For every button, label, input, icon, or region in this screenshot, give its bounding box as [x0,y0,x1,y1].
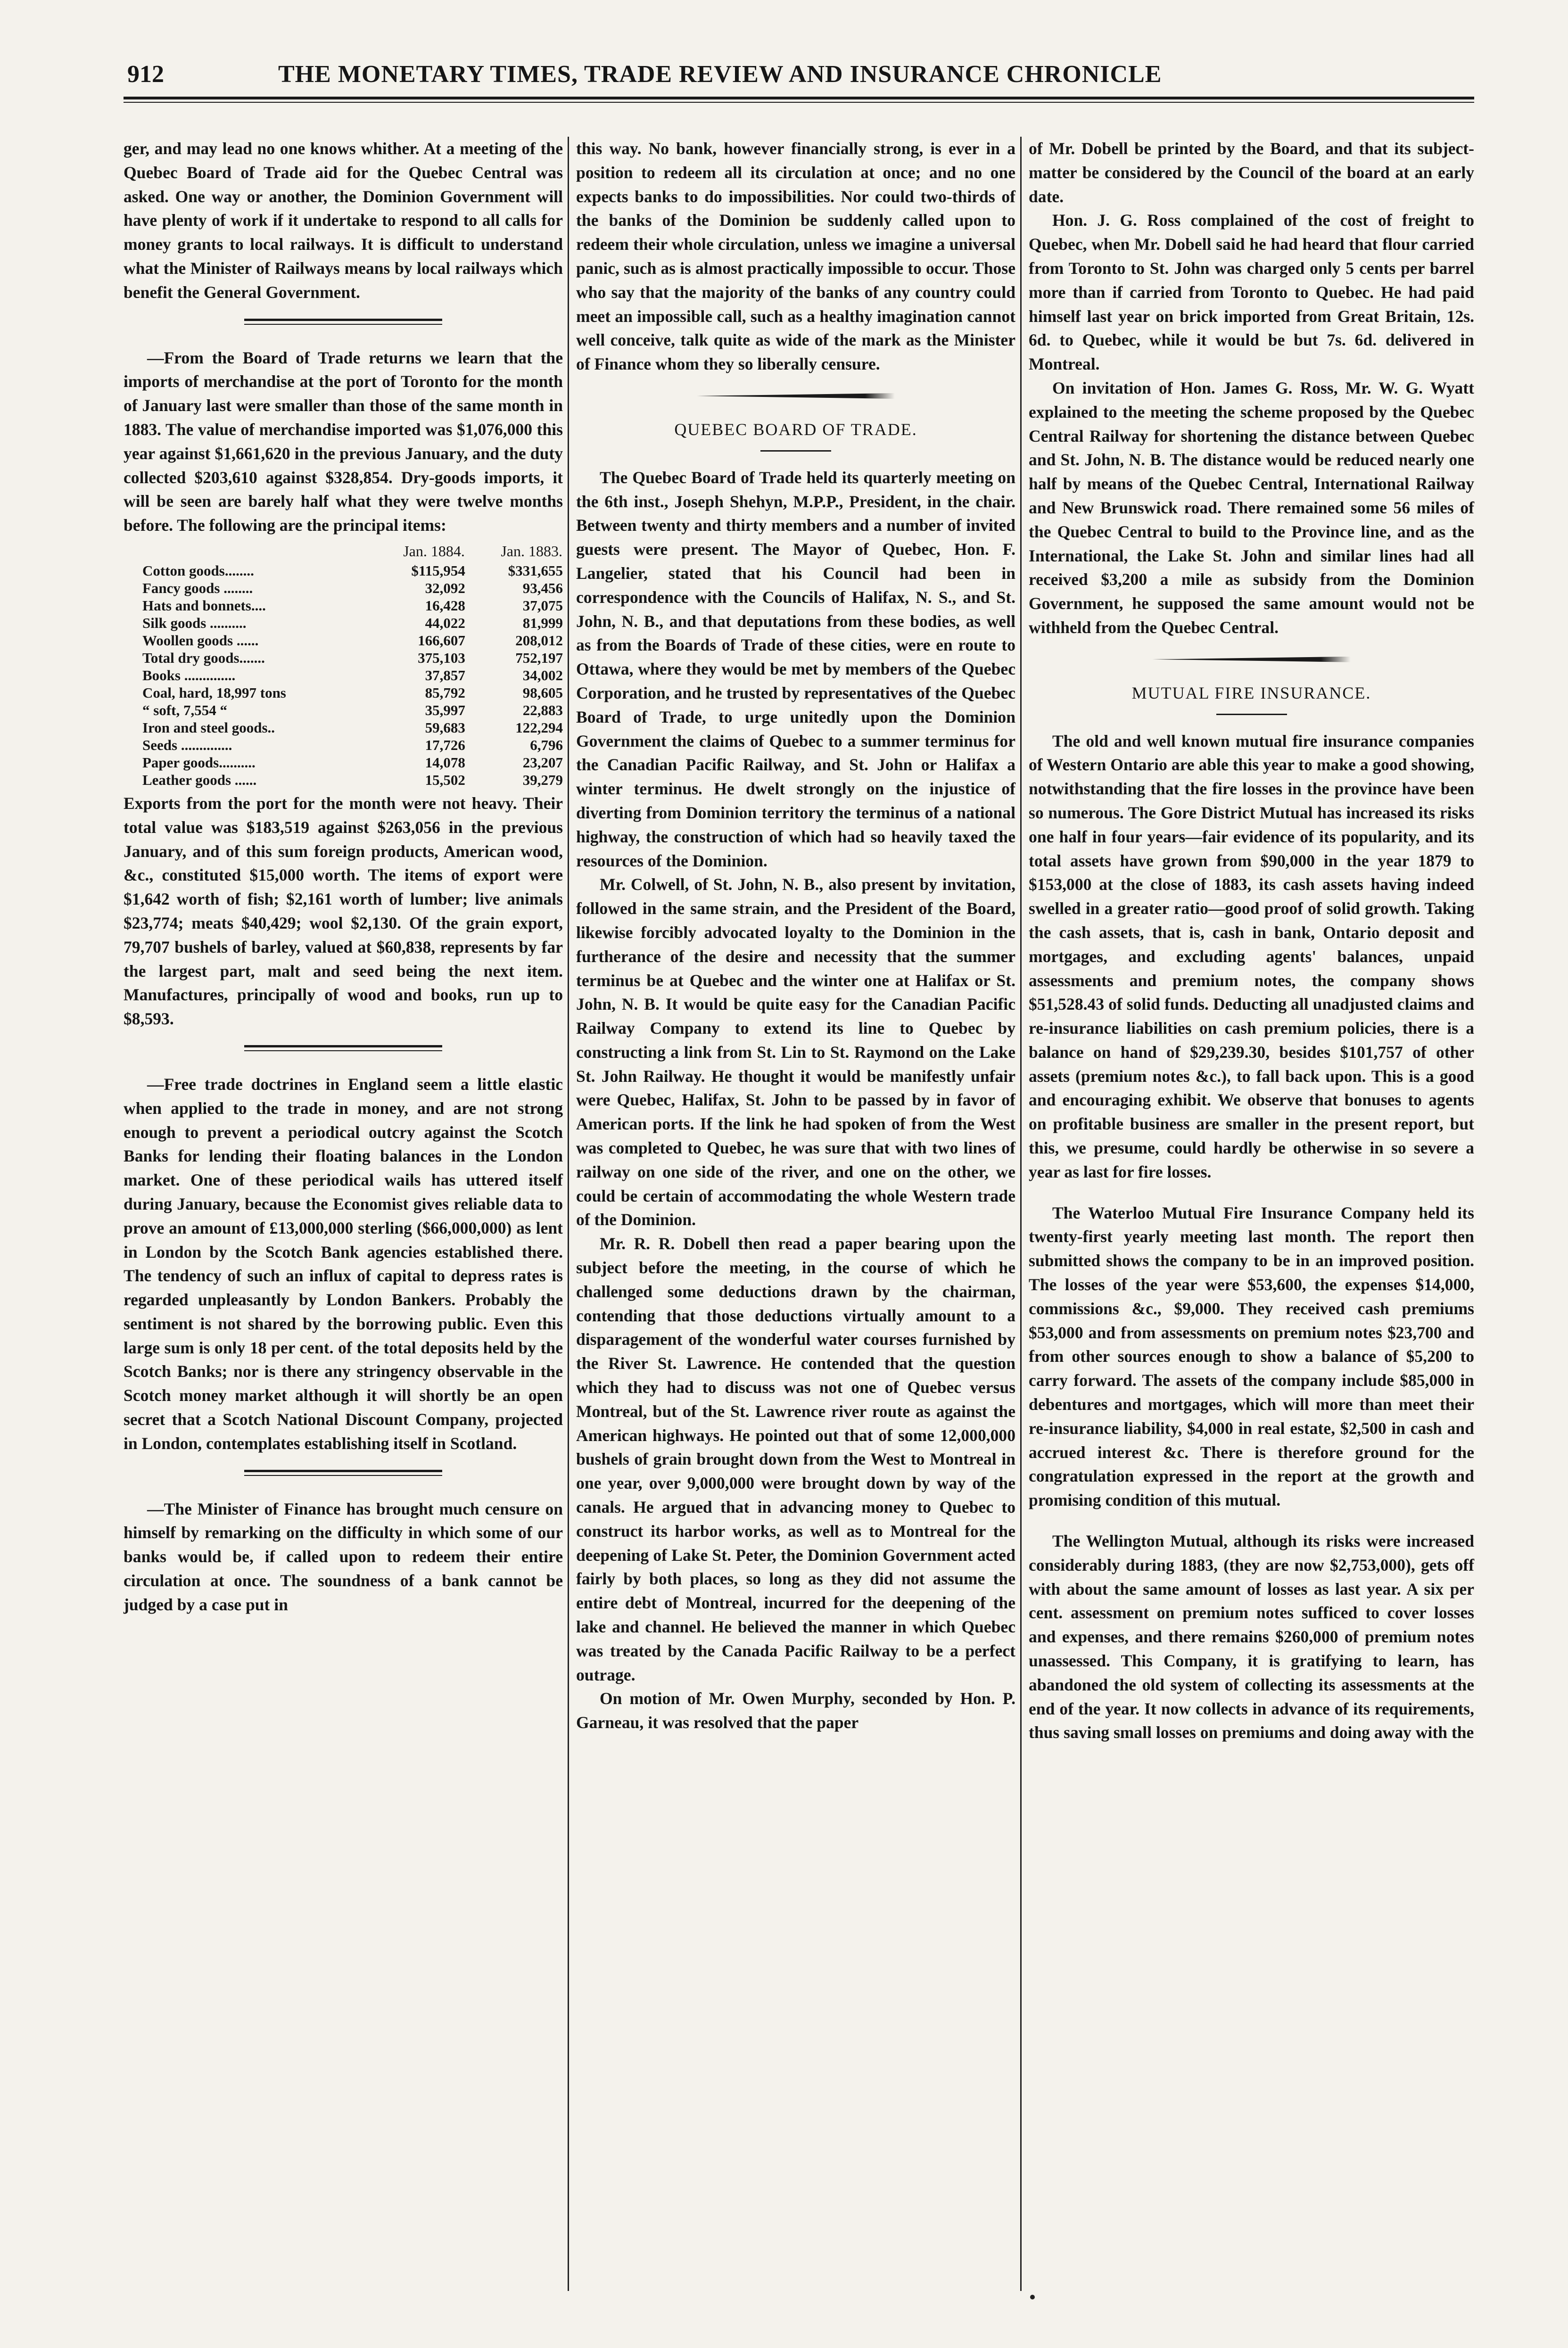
article-paragraph: —From the Board of Trade returns we learn that the imports of merchandise at the port of Toronto for the month of January last were smaller than those of the same month in 1883. The value of merchandise imported was $1,076,000 this year against $1,661,620 in the previous January, and the duty collected $203,610 against $328,854. Dry-goods imports, it will be seen are barely half what they were twelve months before. The following are the principal items: [124,348,563,535]
table-row [124,614,563,632]
table-cell-item: Woollen goods ...... [142,632,259,649]
section-title: QUEBEC BOARD OF TRADE. [674,420,917,439]
ink-speck [1030,2295,1035,2299]
table-cell-1883: 81,999 [522,614,563,631]
table-cell-item: Silk goods .......... [142,614,247,631]
table-cell-1883: 34,002 [522,667,563,684]
header-rule [124,97,1474,99]
table-row [124,754,563,771]
table-row [124,667,563,684]
article-paragraph: The Waterloo Mutual Fire Insurance Company held its twenty-first yearly meeting last month. The report then submitted shows the company to be in an improved position. The losses of the year were $53,600, the expenses $14,000, commissions &c., $9,000. They received cash premiums $53,000 and from assessments on premium notes $23,700 and from other sources enough to show a balance of $5,200 to carry forward. The assets of the company include $85,000 in debentures and mortgages, which will more than meet their re-insurance liability, $4,000 in real estate, $2,500 in cash and accrued interest &c. There is therefore ground for the congratulation expressed in the report at the growth and promising condition of this mutual. [1029,1203,1474,1510]
table-cell-1884: 37,857 [425,667,465,684]
table-row [124,632,563,649]
table-cell-1884: $115,954 [411,562,465,579]
column-divider [568,137,569,2291]
table-cell-1883: 39,279 [522,771,563,788]
article-paragraph: Hon. J. G. Ross complained of the cost of freight to Quebec, when Mr. Dobell said he had heard that flour carried from Toronto to St. John was charged only 5 cents per barrel more than if carried from Toronto to Quebec. He had paid himself last year on brick imported from Great Britain, 12s. 6d. to Quebec, while it would be but 7s. 6d. delivered in Montreal. [1029,211,1474,374]
article-paragraph: The old and well known mutual fire insurance companies of Western Ontario are able this year to make a good showing, notwithstanding that the fire losses in the province have been so numerous. The Gore District Mutual has increased its risks one half in four years—fair evidence of its popularity, and its total assets have grown from $90,000 in the year 1879 to $153,000 at the close of 1883, its cash assets having indeed swelled in a greater ratio—good proof of solid growth. Taking the cash assets, that is, cash in bank, Ontario deposit and mortgages, and excluding agents' balances, unpaid assessments and premium notes, the company shows $51,528.43 of solid funds. Deducting all unadjusted claims and re-insurance liabilities on cash premium policies, there is a balance on hand of $29,239.30, besides $101,757 of other assets (premium notes &c.), to fall back upon. This is a good and encouraging exhibit. We observe that bonuses to agents on profitable business are smaller in the present report, but this, we presume, could hardly be otherwise in so severe a year as last for fire losses. [1029,731,1474,1181]
column-1 [124,137,563,1617]
table-cell-1883: 22,883 [522,701,563,718]
table-cell-item: Iron and steel goods.. [142,719,275,736]
article-paragraph: of Mr. Dobell be printed by the Board, and that its subject-matter be considered by the Council of the board at an early date. [1029,139,1474,206]
page-header [127,56,1476,93]
table-row [124,597,563,614]
title-rule [1216,714,1287,715]
table-cell-1883: 752,197 [515,649,563,666]
article-paragraph: Mr. R. R. Dobell then read a paper bearing upon the subject before the meeting, in the course of which he challenged some deductions drawn by the chairman, contending that those deductions virtually amount to a disparagement of the wonderful water courses furnished by the River St. Lawrence. He contended that the question which they had to discuss was not one of Quebec versus Montreal, but of the St. Lawrence river route as against the American highways. He pointed out that of some 12,000,000 bushels of grain brought down from the West to Montreal in one year, over 9,000,000 were brought down by way of the canals. He argued that in advancing money to Quebec to construct its harbor works, as well as to Montreal for the deepening of Lake St. Peter, the Dominion Government acted fairly by both places, so long as they did not assume the entire debt of Montreal, incurred for the deepening of the lake and channel. He believed the manner in which Quebec was treated by the Canada Pacific Railway to be a perfect outrage. [576,1234,1015,1684]
article-paragraph: The Wellington Mutual, although its risks were increased considerably during 1883, (they are now $2,753,000), gets off with about the same amount of losses as last year. A six per cent. assessment on premium notes sufficed to cover losses and expenses, and there remains $260,000 of premium notes unassessed. This Company, it is gratifying to learn, has abandoned the old system of collecting its assessments at the end of the year. It now collects in advance of its requirements, thus saving small losses on premiums and doing away with the [1029,1532,1474,1742]
table-cell-1884: 166,607 [418,632,465,649]
table-row [124,579,563,597]
table-header [124,542,368,562]
table-cell-item: Leather goods ...... [142,771,257,788]
table-cell-1884: 59,683 [425,719,465,736]
table-cell-1883: 208,012 [515,632,563,649]
table-cell-item: “ soft, 7,554 “ [142,701,227,718]
article-paragraph: ger, and may lead no one knows whither. At a meeting of the Quebec Board of Trade aid for the Quebec Central was asked. One way or another, the Dominion Government will have plenty of work if it undertake to respond to all calls for money grants to local railways. It is difficult to understand what the Minister of Railways means by local railways which benefit the General Government. [124,139,563,302]
article-paragraph: Mr. Colwell, of St. John, N. B., also present by invitation, followed in the same strain, and the President of the Board, likewise forcibly advocated loyalty to the Dominion in the furtherance of the desire and necessity that the summer terminus be at Quebec and the winter one at Halifax or St. John, N. B. It would be quite easy for the Canadian Pacific Railway Company to extend its line to Quebec by constructing a link from St. Lin to St. Raymond on the Lake St. John Railway. He thought it would be manifestly unfair were Quebec, Halifax, St. John to be passed by in favor of American ports. If the link he had spoken of from the West was completed to Quebec, he was sure that with two lines of railway on one side of the river, and one on the other, we could be certain of accommodating the whole Western trade of the Dominion. [576,875,1015,1229]
section-separator [244,1045,442,1054]
table-row [124,562,563,579]
header-rule-thin [124,102,1474,103]
table-cell-1883: 37,075 [522,597,563,614]
article-paragraph: this way. No bank, however financially strong, is ever in a position to redeem all its circulation at once; and no one expects banks to do impossibilities. Nor could two-thirds of the banks of the Dominion be suddenly called upon to redeem their whole circulation, unless we imagine a universal panic, such as is almost practically impossible to occur. Those who say that the majority of the banks of any country could meet an impossible call, such as a healthy imagination cannot well conceive, talk quite as wide of the mark as the Minister of Finance whom they so liberally censure. [576,139,1015,374]
table-cell-1883: 93,456 [522,579,563,596]
table-cell-item: Total dry goods....... [142,649,265,666]
table-cell-item: Hats and bonnets.... [142,597,266,614]
table-header: Jan. 1883. [501,542,562,560]
table-cell-item: Fancy goods ........ [142,579,253,596]
table-cell-item: Seeds .............. [142,736,232,753]
section-separator [697,393,895,399]
column-3 [1029,137,1474,1745]
table-cell-1884: 14,078 [425,754,465,771]
table-cell-1884: 16,428 [425,597,465,614]
section-separator [244,1470,442,1478]
article-paragraph: The Quebec Board of Trade held its quarterly meeting on the 6th inst., Joseph Shehyn, M.P.P., President, in the chair. Between twenty and thirty members and a number of invited guests were present. The Mayor of Quebec, Hon. F. Langelier, stated that his Council had been in correspondence with the Councils of Halifax, N. S., and St. John, N. B., and that deputations from these bodies, as well as from the Boards of Trade of these cities, were en route to Ottawa, where they would be met by members of the Quebec Corporation, and he trusted by representatives of the Quebec Board of Trade, to urge unitedly upon the Dominion Government the claims of Quebec to a summer terminus for the Canadian Pacific Railway, and St. John or Halifax a winter terminus. He dwelt strongly on the injustice of diverting from Dominion territory the terminus of a national highway, the construction of which had so heavily taxed the resources of the Dominion. [576,468,1015,870]
table-row [124,719,563,736]
section-title: MUTUAL FIRE INSURANCE. [1131,683,1371,702]
table-cell-item: Books .............. [142,667,236,684]
table-row [124,701,563,719]
article-paragraph: —Free trade doctrines in England seem a little elastic when applied to the trade in money, and are not strong enough to prevent a periodical outcry against the Scotch Banks for lending their floating balances in the London market. One of these periodical wails has uttered itself during January, because the Economist gives reliable data to prove an amount of £13,000,000 sterling ($66,000,000) as lent in London by the Scotch Bank agencies established there. The tendency of such an influx of capital to depress rates is regarded unpleasantly by London Bankers. Probably the sentiment is not shared by the borrowing public. Even this large sum is only 18 per cent. of the total deposits held by the Scotch Banks; nor is there any stringency observable in the Scotch money market although it will shortly be an open secret that a Scotch National Discount Company, projected in London, contemplates establishing itself in Scotland. [124,1074,563,1453]
article-paragraph: —The Minister of Finance has brought much censure on himself by remarking on the difficulty in which some of our banks would be, if called upon to redeem their entire circulation at once. The soundness of a bank cannot be judged by a case put in [124,1499,563,1614]
table-cell-item: Paper goods.......... [142,754,256,771]
table-cell-1884: 32,092 [425,579,465,596]
column-2 [576,137,1015,1735]
table-cell-1884: 85,792 [425,684,465,701]
table-cell-1883: $331,655 [508,562,563,579]
article-paragraph: On motion of Mr. Owen Murphy, seconded by Hon. P. Garneau, it was resolved that the paper [576,1689,1015,1732]
section-separator [244,319,442,327]
table-row [124,736,563,754]
table-row [124,771,563,789]
title-rule [760,450,831,452]
table-cell-item: Cotton goods........ [142,562,254,579]
table-cell-item: Coal, hard, 18,997 tons [142,684,286,701]
table-cell-1884: 15,502 [425,771,465,788]
table-cell-1884: 44,022 [425,614,465,631]
table-cell-1884: 35,997 [425,701,465,718]
table-cell-1884: 17,726 [425,736,465,753]
table-cell-1884: 375,103 [418,649,465,666]
table-row [124,684,563,701]
page-number: 912 [127,61,164,88]
table-header-row [124,542,563,562]
article-paragraph: On invitation of Hon. James G. Ross, Mr. W. G. Wyatt explained to the meeting the scheme proposed by the Quebec Central Railway for shortening the distance between Quebec and St. John, N. B. The distance would be reduced nearly one half by means of the Quebec Central, International Railway and New Brunswick road. There remained some 56 miles of the Quebec Central to build to the Province line, and as the International, the Lake St. John and similar lines had all received $3,200 a mile as subsidy from the Dominion Government, he supposed the same amount would not be withheld from the Quebec Central. [1029,378,1474,637]
table-cell-1883: 122,294 [515,719,563,736]
article-paragraph: Exports from the port for the month were not heavy. Their total value was $183,519 against $263,056 in the previous January, and of this sum foreign products, American wood, &c., constituted $15,000 worth. The items of export were $1,642 worth of fish; $2,161 worth of lumber; live animals $23,774; meats $40,429; wool $2,130. Of the grain export, 79,707 bushels of barley, valued at $60,838, represents by far the largest part, malt and seed being the next item. Manufactures, principally of wood and books, run up to $8,593. [124,793,563,1029]
section-separator [1153,657,1351,662]
imports-table [124,542,563,789]
table-cell-1883: 6,796 [530,736,563,753]
table-cell-1883: 98,605 [522,684,563,701]
table-cell-1883: 23,207 [522,754,563,771]
table-header: Jan. 1884. [403,542,465,560]
table-row [124,649,563,667]
masthead-title: THE MONETARY TIMES, TRADE REVIEW AND INSURANCE CHRONICLE [278,61,1162,88]
column-divider [1020,137,1022,2291]
